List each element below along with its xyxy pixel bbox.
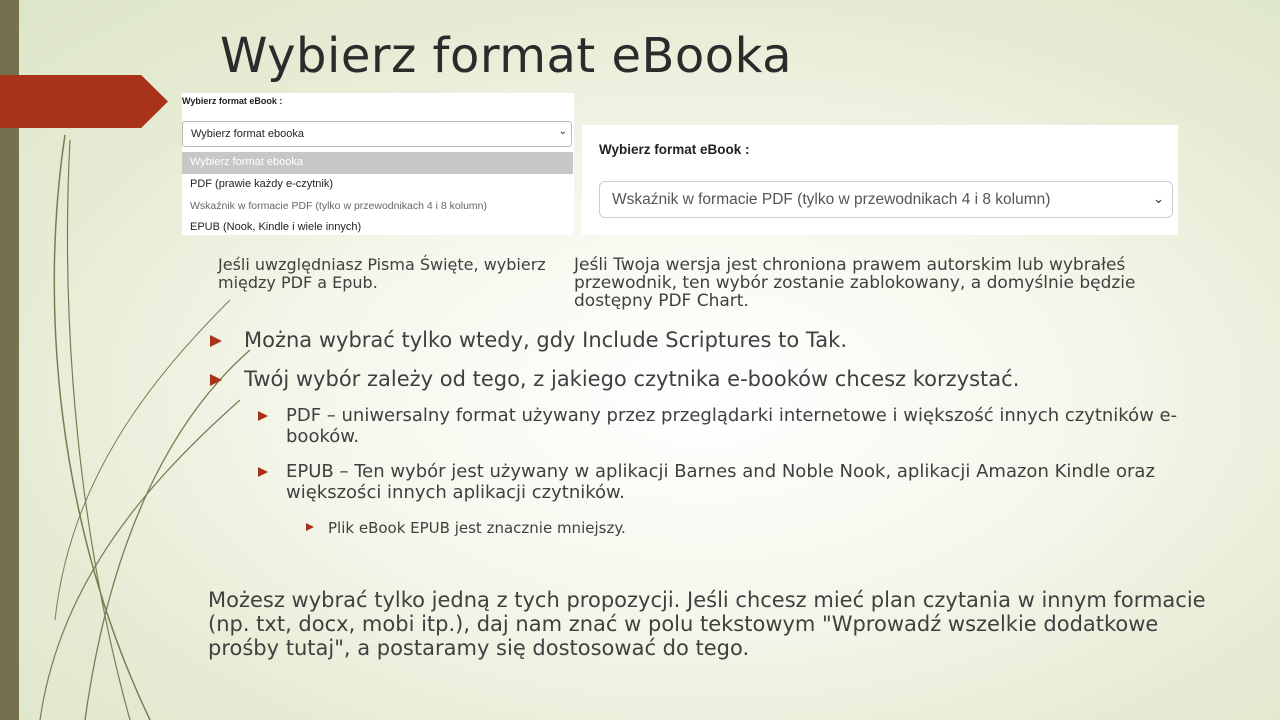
format-label: Wybierz format eBook :	[599, 142, 750, 157]
format-select-locked[interactable]	[599, 181, 1173, 218]
bullet-subitem: EPUB – Ten wybór jest używany w aplikacji Barnes and Noble Nook, aplikacji Amazon Kindle oraz większości innych aplikacji czytników.	[286, 461, 1155, 503]
arrow-bullet-icon	[258, 411, 268, 421]
arrow-bullet-icon	[210, 374, 222, 386]
chevron-down-icon: ⌄	[1153, 191, 1164, 206]
format-option[interactable]: Wskaźnik w formacie PDF (tylko w przewodnikach 4 i 8 kolumn)	[190, 200, 488, 212]
format-select-value: Wskaźnik w formacie PDF (tylko w przewodnikach 4 i 8 kolumn)	[612, 191, 1051, 208]
bullet-subsubitem: Plik eBook EPUB jest znacznie mniejszy.	[328, 519, 626, 537]
chevron-down-icon: ⌄	[558, 126, 567, 137]
arrow-bullet-icon	[306, 523, 314, 531]
format-option[interactable]: EPUB (Nook, Kindle i wiele innych)	[190, 221, 362, 233]
note-scriptures: Jeśli uwzględniasz Pisma Święte, wybierz między PDF a Epub.	[218, 255, 546, 292]
format-label: Wybierz format eBook :	[182, 96, 283, 106]
bullet-subitem: PDF – uniwersalny format używany przez przeglądarki internetowe i większość innych czytników e-booków.	[286, 405, 1178, 447]
slide-title: Wybierz format eBooka	[220, 28, 793, 84]
bullet-item: Twój wybór zależy od tego, z jakiego czytnika e-booków chcesz korzystać.	[244, 367, 1020, 391]
red-arrow-decor	[0, 75, 168, 128]
arrow-bullet-icon	[258, 467, 268, 477]
note-copyright: Jeśli Twoja wersja jest chroniona prawem autorskim lub wybrałeś przewodnik, ten wybór zostanie zablokowany, a domyślnie będzie dostępny PDF Chart.	[574, 255, 1136, 311]
format-dropdown-screenshot-open	[182, 93, 574, 235]
arrow-bullet-icon	[210, 335, 222, 347]
format-select-value: Wybierz format ebooka	[191, 128, 305, 140]
format-option[interactable]: PDF (prawie każdy e-czytnik)	[190, 178, 334, 190]
bottom-paragraph: Możesz wybrać tylko jedną z tych propozycji. Jeśli chcesz mieć plan czytania w innym formacie (np. txt, docx, mobi itp.), daj nam znać w polu tekstowym "Wprowadź wszelkie dodatkowe prośby tutaj", a postaramy się dostosować do tego.	[208, 588, 1206, 660]
format-option[interactable]: Wybierz format ebooka	[182, 152, 573, 174]
format-dropdown-screenshot-locked	[582, 125, 1178, 235]
format-select[interactable]	[182, 121, 572, 147]
bullet-item: Można wybrać tylko wtedy, gdy Include Scriptures to Tak.	[244, 328, 847, 352]
